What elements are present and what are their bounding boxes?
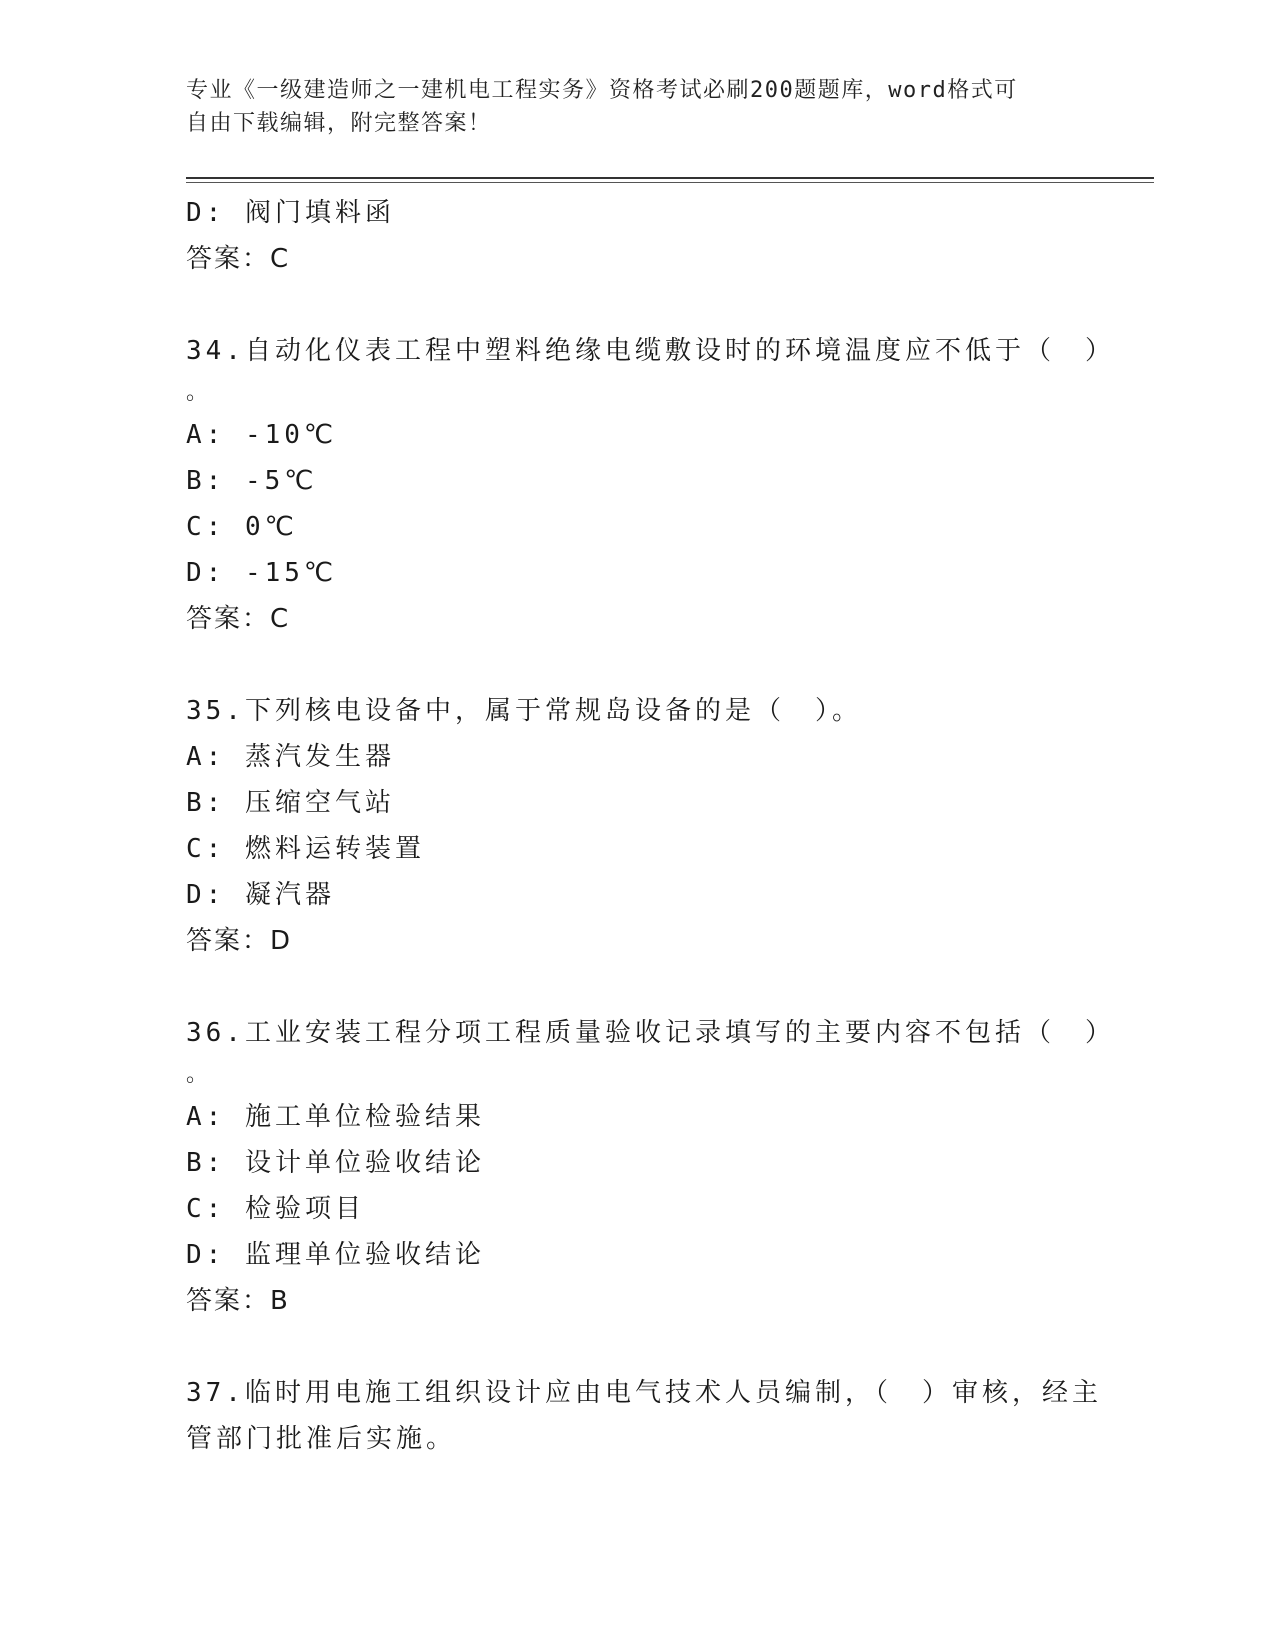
header-line-2: 自由下载编辑，附完整答案！ [186,111,492,136]
question-37 [186,1370,1102,1462]
previous-question-fragment [186,190,1086,282]
option-c: C: 燃料运转装置 [186,834,425,864]
question-stem-tail: 。 [186,1062,213,1087]
option-d: D: 凝汽器 [186,880,335,910]
option-d: D: 监理单位验收结论 [186,1240,485,1270]
question-35 [186,688,1086,964]
spacer [186,282,1086,328]
spacer [186,964,1086,1010]
option-b: B: -5℃ [186,466,318,496]
question-list [186,190,1115,1462]
answer: 答案：C [186,604,291,634]
question-stem-line-2: 管部门批准后实施。 [186,1424,457,1454]
question-34 [186,328,1115,642]
option-d: D: -15℃ [186,558,338,588]
header-divider-thin [186,182,1154,183]
option-b: B: 设计单位验收结论 [186,1148,485,1178]
option-a: A: 蒸汽发生器 [186,742,395,772]
option-a: A: 施工单位检验结果 [186,1102,485,1132]
question-stem-line-1: 37.临时用电施工组织设计应由电气技术人员编制，（ ）审核，经主 [186,1378,1102,1408]
spacer [186,642,1086,688]
answer: 答案：B [186,1286,290,1316]
question-stem: 35.下列核电设备中，属于常规岛设备的是（ ）。 [186,696,862,726]
answer: 答案：D [186,926,293,956]
answer: 答案：C [186,244,291,274]
document-header [186,74,1066,140]
option-c: C: 检验项目 [186,1194,365,1224]
spacer [186,1324,1086,1370]
question-stem-tail: 。 [186,380,213,405]
question-stem: 34.自动化仪表工程中塑料绝缘电缆敷设时的环境温度应不低于（ ） [186,336,1115,366]
question-36 [186,1010,1115,1324]
option-b: B: 压缩空气站 [186,788,395,818]
option-c: C: 0℃ [186,512,298,542]
question-stem: 36.工业安装工程分项工程质量验收记录填写的主要内容不包括（ ） [186,1018,1115,1048]
header-divider-thick [186,177,1154,179]
option-d: D: 阀门填料函 [186,198,395,228]
header-line-1: 专业《一级建造师之一建机电工程实务》资格考试必刷200题题库，word格式可 [186,78,1018,103]
option-a: A: -10℃ [186,420,338,450]
